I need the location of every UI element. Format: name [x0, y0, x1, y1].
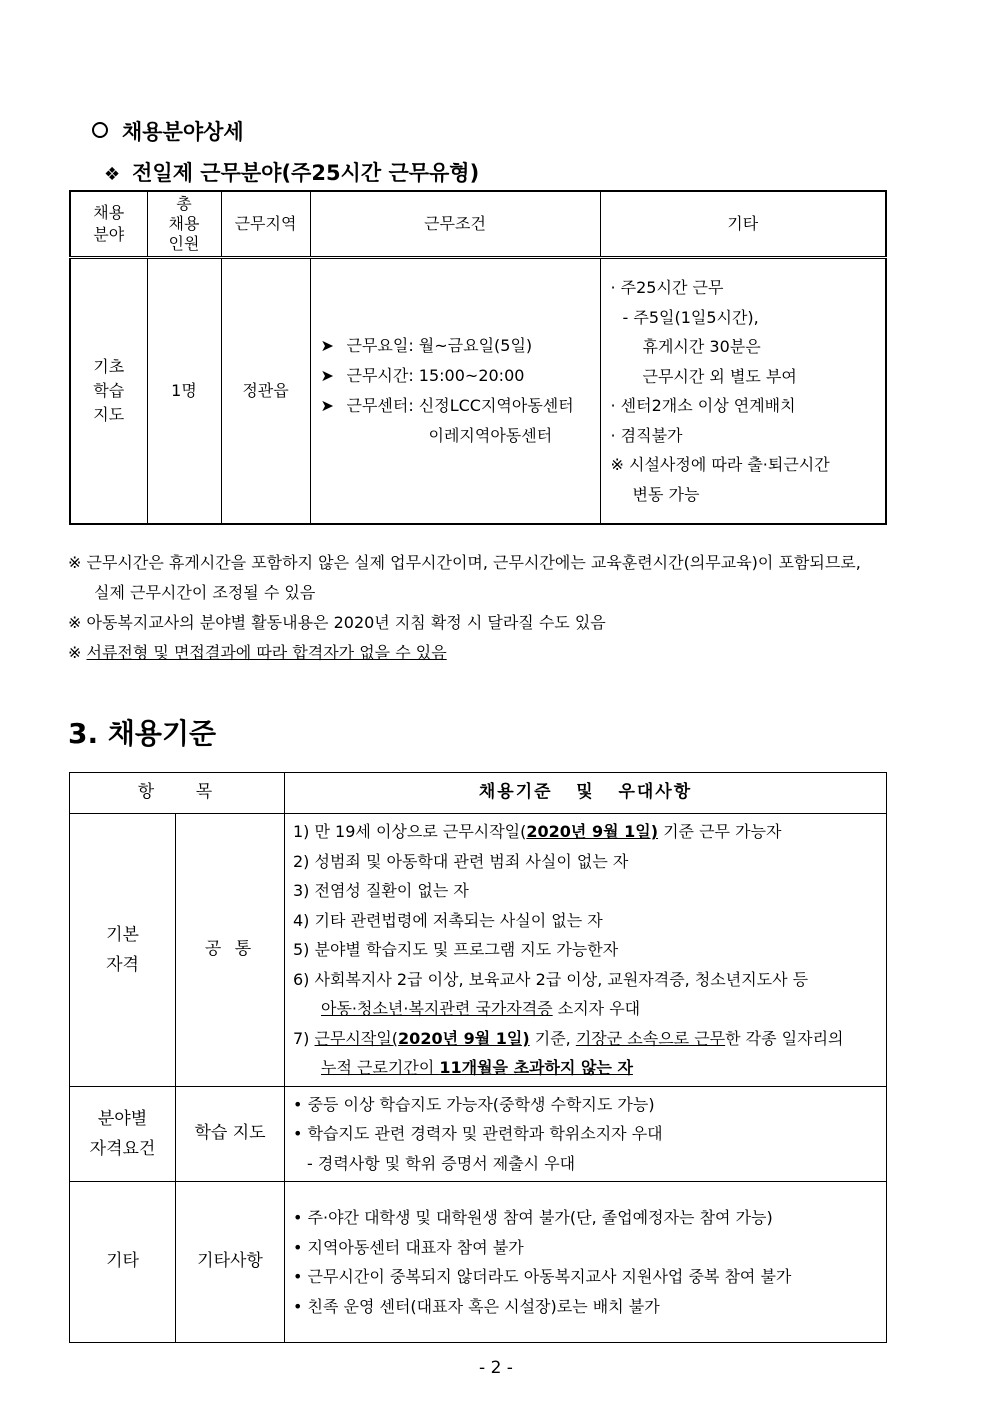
- criteria-line: - 경력사항 및 학위 증명서 제출시 우대: [307, 1153, 576, 1173]
- criteria-line: 5) 분야별 학습지도 및 프로그램 지도 가능한자: [293, 940, 619, 960]
- criteria-emphasis: 2020년 9월 1일): [526, 822, 659, 842]
- note-line: 실제 근무시간이 조정될 수 있음: [94, 583, 316, 602]
- criteria-line: 2) 성범죄 및 아동학대 관련 범죄 사실이 없는 자: [293, 851, 629, 871]
- criteria-underlined: 근무시작일(: [314, 1028, 399, 1048]
- row-sub-other: 기타사항: [176, 1182, 285, 1343]
- cell-etc: [600, 258, 886, 525]
- row-sub-study: 학습 지도: [176, 1087, 285, 1182]
- etc-line: · 센터2개소 이상 연계배치: [610, 396, 796, 415]
- cell-conditions: [310, 258, 600, 525]
- criteria-line: [293, 1024, 886, 1054]
- row-sub-common: 공 통: [176, 814, 285, 1087]
- header-criteria: 채용기준 및 우대사항: [285, 773, 887, 814]
- etc-line: 변동 가능: [632, 484, 700, 504]
- criteria-table: [69, 772, 887, 1343]
- criteria-text: 1) 만 19세 이상으로 근무시작일(: [293, 822, 527, 842]
- criteria-line: [293, 817, 886, 847]
- etc-line: · 겸직불가: [610, 425, 683, 445]
- cell-field: 기초 학습 지도: [70, 258, 147, 525]
- etc-line: ※ 시설사정에 따라 출·퇴근시간: [610, 455, 830, 474]
- note-underlined: 서류전형 및 면접결과에 따라 합격자가 없을 수 있음: [86, 643, 447, 662]
- table-row: [70, 814, 887, 1087]
- criteria-underlined: 누적 근로기간이: [321, 1058, 440, 1078]
- header-count: 총 채용 인원: [147, 191, 221, 258]
- circle-bullet-icon: [92, 122, 108, 138]
- criteria-line: • 중등 이상 학습지도 가능자(중학생 수학지도 가능): [293, 1094, 655, 1114]
- etc-line: 휴게시간 30분은: [642, 337, 761, 356]
- row-label-basic: 기본 자격: [70, 814, 176, 1087]
- condition-text: 근무요일: 월~금요일(5일): [346, 336, 533, 355]
- criteria-underlined: 아동·청소년·복지관련 국가자격증: [321, 999, 553, 1019]
- criteria-line: 6) 사회복지사 2급 이상, 보육교사 2급 이상, 교원자격증, 청소년지도사 등: [293, 969, 809, 989]
- criteria-line: • 근무시간이 중복되지 않더라도 아동복지교사 지원사업 중복 참여 불가: [293, 1267, 792, 1286]
- table-header-row: [70, 191, 886, 258]
- other-criteria: [285, 1182, 887, 1343]
- table-row: [70, 258, 886, 525]
- note-line: ※ 아동복지교사의 분야별 활동내용은 2020년 지침 확정 시 달라질 수도 있음: [68, 613, 606, 632]
- criteria-line: • 친족 운영 센터(대표자 혹은 시설장)로는 배치 불가: [293, 1296, 660, 1316]
- field-criteria: [285, 1087, 887, 1182]
- header-region: 근무지역: [221, 191, 310, 258]
- section-title: 채용분야상세: [122, 120, 244, 144]
- criteria-line: [293, 994, 886, 1024]
- criteria-line: • 지역아동센터 대표자 참여 불가: [293, 1237, 524, 1257]
- note-mark: ※: [68, 643, 87, 662]
- notes-block: [68, 548, 861, 668]
- criteria-emphasis: 11개월을 초과하지 않는 자: [439, 1058, 633, 1078]
- arrow-bullet-icon: ➤: [320, 366, 334, 385]
- table-header-row: [70, 773, 887, 814]
- page-number: - 2 -: [479, 1358, 513, 1378]
- section-heading: [92, 116, 244, 146]
- criteria-line: [293, 1053, 886, 1083]
- criteria-text: 기준,: [529, 1028, 576, 1048]
- criteria-text: 기준 근무 가능자: [658, 822, 782, 842]
- section-3-title: 3. 채용기준: [68, 717, 217, 750]
- section-subtitle: 전일제 근무분야(주25시간 근무유형): [132, 161, 480, 185]
- condition-continuation: 이레지역아동센터: [428, 426, 553, 445]
- section-subheading: [104, 157, 479, 187]
- condition-item: [321, 331, 600, 361]
- note-line: ※ 근무시간은 휴게시간을 포함하지 않은 실제 업무시간이며, 근무시간에는 교육훈련시간(의무교육)이 포함되므로,: [68, 553, 861, 572]
- table-row: [70, 1087, 887, 1182]
- etc-line: · 주25시간 근무: [610, 278, 724, 297]
- header-item: 항 목: [70, 773, 285, 814]
- criteria-line: • 주·야간 대학생 및 대학원생 참여 불가(단, 졸업예정자는 참여 가능): [293, 1208, 773, 1227]
- header-field: 채용 분야: [70, 191, 147, 258]
- criteria-emphasis: 2020년 9월 1일): [398, 1028, 530, 1048]
- note-line: [68, 638, 861, 668]
- criteria-text: 소지자 우대: [552, 999, 641, 1019]
- etc-line: - 주5일(1일5시간),: [622, 307, 759, 327]
- criteria-line: 3) 전염성 질환이 없는 자: [293, 881, 469, 901]
- cell-count: 1명: [147, 258, 221, 525]
- header-conditions: 근무조건: [310, 191, 600, 258]
- job-detail-table: [69, 190, 887, 525]
- criteria-underlined: 기장군 소속으로 근무: [575, 1028, 726, 1048]
- row-label-field: 분야별 자격요건: [70, 1087, 176, 1182]
- basic-criteria: [285, 814, 887, 1087]
- cell-region: 정관읍: [221, 258, 310, 525]
- header-etc: 기타: [600, 191, 886, 258]
- criteria-line: 4) 기타 관련법령에 저촉되는 사실이 없는 자: [293, 910, 603, 930]
- condition-text: 근무시간: 15:00~20:00: [346, 366, 525, 385]
- diamond-bullet-icon: ❖: [104, 164, 121, 185]
- condition-item: [321, 391, 600, 421]
- arrow-bullet-icon: ➤: [320, 396, 334, 415]
- criteria-text: 7): [293, 1028, 315, 1048]
- arrow-bullet-icon: ➤: [320, 336, 334, 355]
- etc-line: 근무시간 외 별도 부여: [642, 366, 797, 386]
- criteria-line: • 학습지도 관련 경력자 및 관련학과 학위소지자 우대: [293, 1124, 663, 1144]
- condition-item: [321, 361, 600, 391]
- table-row: [70, 1182, 887, 1343]
- row-label-other: 기타: [70, 1182, 176, 1343]
- condition-text: 근무센터: 신정LCC지역아동센터: [346, 396, 574, 415]
- criteria-text: 한 각종 일자리의: [725, 1028, 844, 1048]
